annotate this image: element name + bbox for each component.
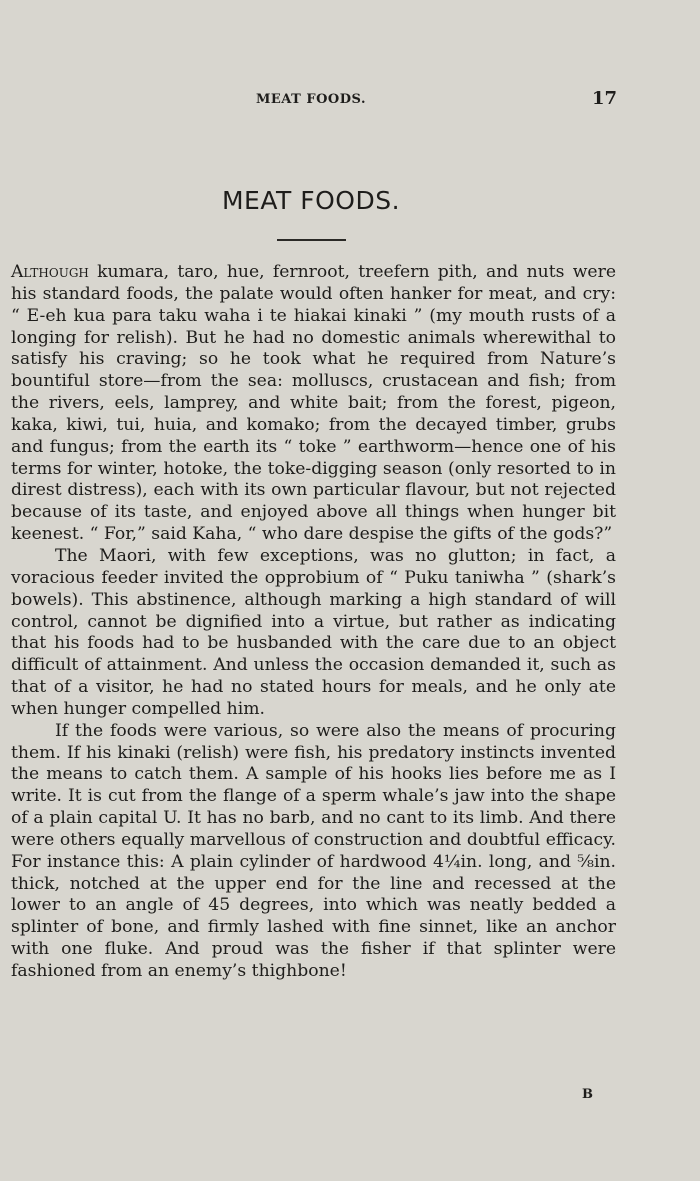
running-head xyxy=(0,88,700,112)
title-rule xyxy=(277,239,346,241)
paragraph-2: The Maori, with few exceptions, was no glutton; in fact, a voracious feeder invited the opprobium of “ Puku taniwha ” (shark’s bowels). This abstinence, although marking a high standard of will control, cannot be dignified into a virtue, but rather as indicating that his foods had to be husbanded with the care due to an object difficult of attainment. And unless the occasion demanded it, such as that of a visitor, he had no stated hours for meals, and he only ate when hunger compelled him. xyxy=(11,545,616,719)
page-number: 17 xyxy=(592,88,618,109)
paragraph-3: If the foods were various, so were also the means of procuring them. If his kinaki (relish) were fish, his predatory instincts invented the means to catch them. A sample of his hooks lies before me as I write. It is cut from the flange of a sperm whale’s jaw into the shape of a plain capital U. It has no barb, and no cant to its limb. And there were others equally marvellous of construction and doubtful efficacy. For instance this: A plain cylinder of hardwood 4¼in. long, and ⅝in. thick, notched at the upper end for the line and recessed at the lower to an angle of 45 degrees, into which was neatly bedded a splinter of bone, and firmly lashed with fine sinnet, like an anchor with one fluke. And proud was the fisher if that splinter were fashioned from an enemy’s thighbone! xyxy=(11,720,616,981)
paragraph-1-text: kumara, taro, hue, fernroot, treefern pith, and nuts were his standard foods, the palate would often hanker for meat, and cry: “ E-eh kua para taku waha i te hiakai kinaki ” (my mouth rusts of a longing for relish). But he had no domestic animals wherewithal to satisfy his craving; so he took what he required from Nature’s bountiful store—from the sea: molluscs, crustacean and fish; from the rivers, eels, lamprey, and white bait; from the forest, pigeon, kaka, kiwi, tui, huia, and komako; from the decayed timber, grubs and fungus; from the earth its “ toke ” earthworm—hence one of his terms for winter, hotoke, the toke-digging season (only resorted to in direst distress), each with its own particular flavour, but not rejected because of its taste, and enjoyed above all things when hunger bit keenest. “ For,” said Kaha, “ who dare despise the gifts of the gods?” xyxy=(11,262,616,545)
paragraph-lead-word: Although xyxy=(11,262,89,282)
signature-mark: B xyxy=(582,1087,593,1102)
paragraph-1 xyxy=(11,262,616,546)
chapter-title: MEAT FOODS. xyxy=(221,186,401,215)
body-text xyxy=(11,262,616,983)
running-title: MEAT FOODS. xyxy=(256,92,366,107)
